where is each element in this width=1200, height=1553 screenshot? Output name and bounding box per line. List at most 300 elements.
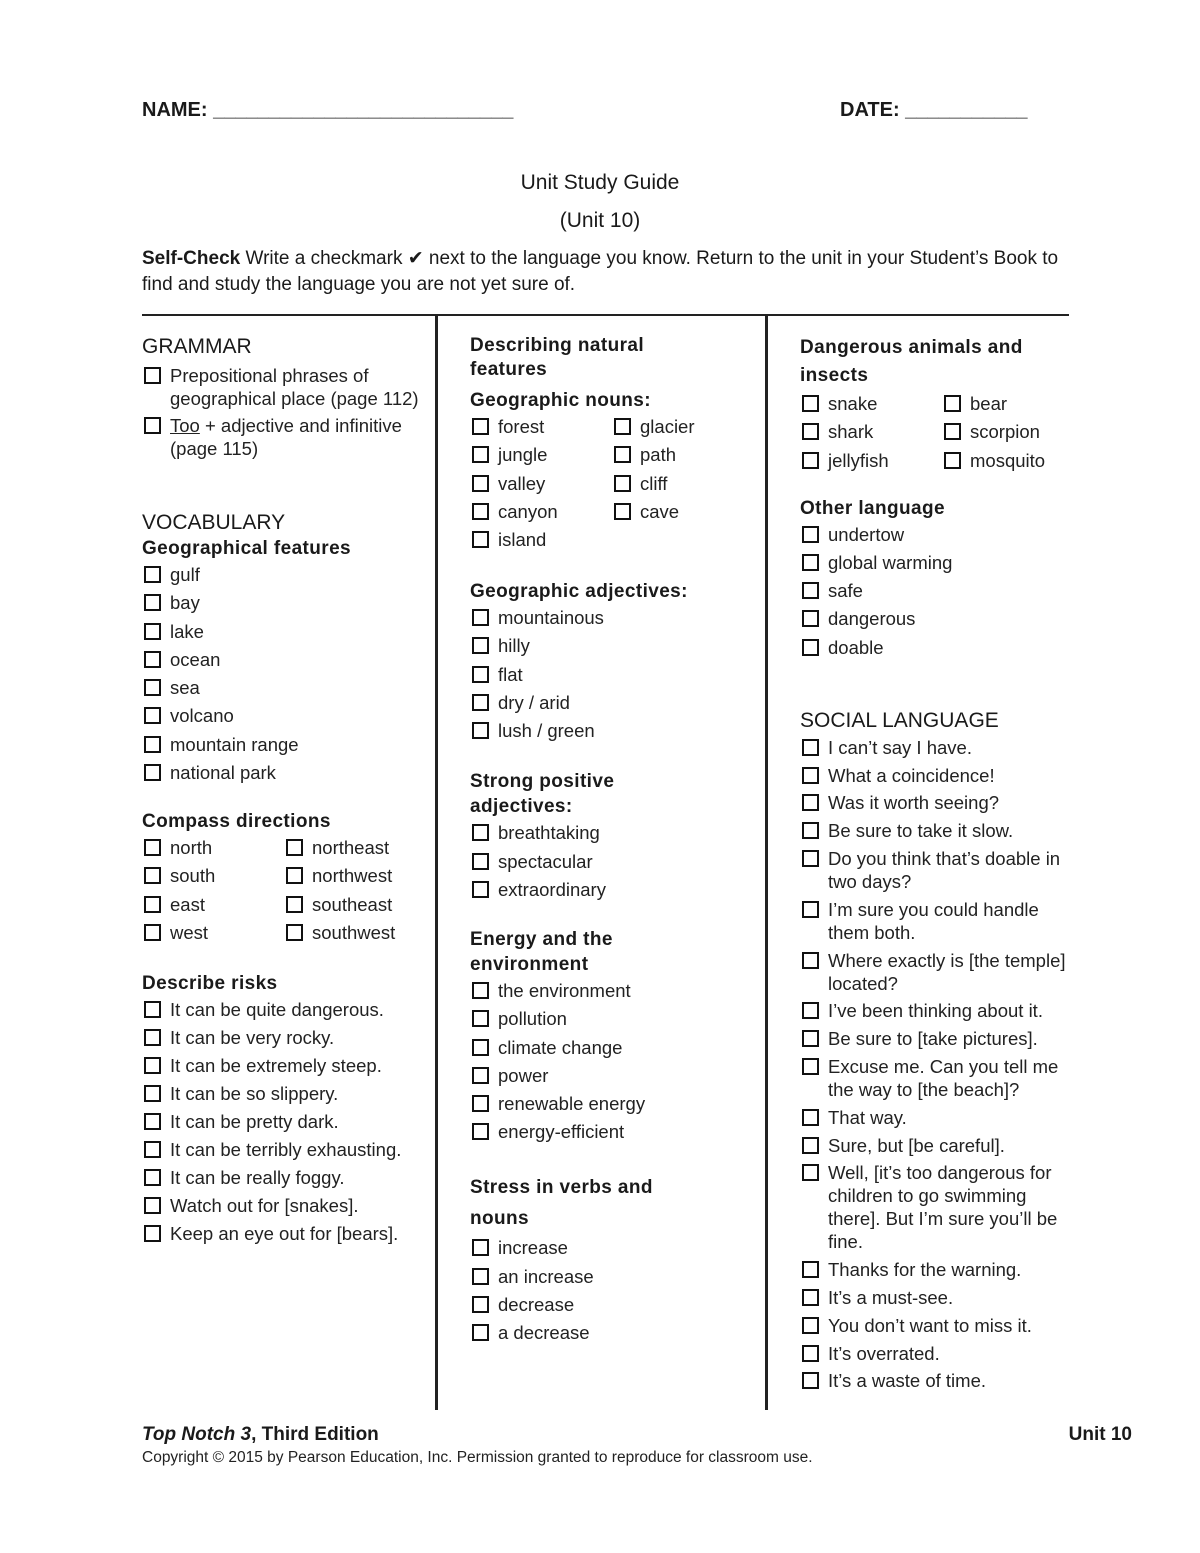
checklist-item[interactable] bbox=[142, 1222, 427, 1245]
checkbox-icon[interactable] bbox=[472, 1067, 489, 1084]
checkbox-icon[interactable] bbox=[144, 736, 161, 753]
item-label: Thanks for the warning. bbox=[828, 1259, 1022, 1281]
checklist-item[interactable] bbox=[470, 500, 612, 523]
checklist-item[interactable] bbox=[800, 1055, 1075, 1101]
checklist-item[interactable] bbox=[142, 733, 427, 756]
checklist-item[interactable] bbox=[800, 449, 942, 472]
item-label: Where exactly is [the temple] located? bbox=[828, 949, 1066, 994]
item-label: Keep an eye out for [bears]. bbox=[170, 1222, 399, 1244]
geographic-nouns-right bbox=[612, 415, 754, 551]
item-label: cliff bbox=[640, 472, 668, 494]
item-label: Be sure to [take pictures]. bbox=[828, 1028, 1038, 1050]
checkbox-icon[interactable] bbox=[802, 1345, 819, 1362]
checkbox-icon[interactable] bbox=[944, 452, 961, 469]
name-field-label: NAME: ___________________________ bbox=[142, 99, 514, 121]
checkbox-icon[interactable] bbox=[802, 395, 819, 412]
item-label: It’s a must-see. bbox=[828, 1286, 954, 1308]
item-label: spectacular bbox=[498, 850, 593, 872]
item-label: canyon bbox=[498, 500, 558, 522]
checklist-item[interactable] bbox=[470, 415, 612, 438]
checklist-item[interactable] bbox=[142, 676, 427, 699]
checkbox-icon[interactable] bbox=[144, 623, 161, 640]
checkbox-icon[interactable] bbox=[802, 901, 819, 918]
item-label: power bbox=[498, 1064, 549, 1086]
checklist-item[interactable] bbox=[142, 893, 284, 916]
checklist-item[interactable] bbox=[800, 999, 1075, 1022]
checklist-item[interactable] bbox=[142, 704, 427, 727]
checklist-item[interactable] bbox=[142, 864, 284, 887]
checkbox-icon[interactable] bbox=[144, 1225, 161, 1242]
checkbox-icon[interactable] bbox=[144, 1085, 161, 1102]
checklist-item[interactable] bbox=[470, 979, 760, 1002]
checklist-item[interactable] bbox=[470, 634, 760, 657]
footer-copyright: Copyright © 2015 by Pearson Education, Inc. Permission granted to reproduce for classroom use. bbox=[142, 1449, 813, 1466]
checklist-item[interactable] bbox=[800, 1286, 1075, 1309]
checklist-item[interactable] bbox=[284, 921, 426, 944]
item-label: Excuse me. Can you tell me the way to [the beach]? bbox=[828, 1055, 1059, 1100]
item-label: global warming bbox=[828, 551, 953, 573]
compass-directions-heading: Compass directions bbox=[142, 811, 331, 833]
checkbox-icon[interactable] bbox=[286, 896, 303, 913]
item-label: dry / arid bbox=[498, 692, 570, 714]
item-label: extraordinary bbox=[498, 878, 606, 900]
item-label: an increase bbox=[498, 1265, 594, 1287]
item-label: southwest bbox=[312, 921, 396, 943]
checklist-item[interactable] bbox=[142, 1026, 427, 1049]
geographic-nouns-grid bbox=[470, 415, 760, 551]
checklist-item[interactable] bbox=[800, 579, 1075, 602]
checklist-item[interactable] bbox=[800, 949, 1075, 995]
checklist-item[interactable] bbox=[800, 1258, 1075, 1281]
checklist-item[interactable] bbox=[142, 998, 427, 1021]
checkbox-icon[interactable] bbox=[144, 924, 161, 941]
item-label: It can be pretty dark. bbox=[170, 1110, 339, 1132]
checklist-item[interactable] bbox=[800, 847, 1075, 893]
checklist-item[interactable] bbox=[612, 500, 754, 523]
item-label: forest bbox=[498, 416, 545, 437]
item-label: south bbox=[170, 865, 216, 887]
checkbox-icon[interactable] bbox=[472, 475, 489, 492]
checklist-item[interactable] bbox=[612, 472, 754, 495]
item-label: bear bbox=[970, 393, 1008, 414]
stress-verbs-nouns-list bbox=[470, 1236, 760, 1344]
checkbox-icon[interactable] bbox=[144, 594, 161, 611]
checklist-item[interactable] bbox=[142, 414, 427, 460]
checkbox-icon[interactable] bbox=[802, 1109, 819, 1126]
checkbox-icon[interactable] bbox=[144, 1141, 161, 1158]
checklist-item[interactable] bbox=[800, 607, 1075, 630]
item-label: dangerous bbox=[828, 608, 916, 630]
column-animals-social bbox=[800, 334, 1075, 1392]
checkbox-icon[interactable] bbox=[472, 722, 489, 739]
item-label: cave bbox=[640, 500, 680, 522]
item-label: island bbox=[498, 529, 547, 551]
checklist-item[interactable] bbox=[800, 1161, 1075, 1253]
checklist-item[interactable] bbox=[800, 1342, 1075, 1365]
checklist-item[interactable] bbox=[800, 1027, 1075, 1050]
checklist-item[interactable] bbox=[470, 719, 760, 742]
checklist-item[interactable] bbox=[942, 392, 1072, 415]
checkbox-icon[interactable] bbox=[472, 637, 489, 654]
item-label: pollution bbox=[498, 1008, 567, 1030]
geographic-adjectives-heading: Geographic adjectives: bbox=[470, 581, 688, 603]
animals-grid bbox=[800, 392, 1075, 472]
checkbox-icon[interactable] bbox=[802, 739, 819, 756]
checklist-item[interactable] bbox=[142, 836, 284, 859]
checkbox-icon[interactable] bbox=[802, 582, 819, 599]
item-label: mountain range bbox=[170, 733, 299, 755]
checkbox-icon[interactable] bbox=[144, 417, 161, 434]
item-label: mosquito bbox=[970, 449, 1046, 471]
checkbox-icon[interactable] bbox=[802, 794, 819, 811]
item-label: gulf bbox=[170, 564, 200, 585]
date-field-label: DATE: ___________ bbox=[840, 99, 1028, 121]
book-title: Top Notch 3 bbox=[142, 1424, 252, 1445]
checklist-item[interactable] bbox=[800, 420, 942, 443]
checkbox-icon[interactable] bbox=[472, 1324, 489, 1341]
checkbox-icon[interactable] bbox=[472, 1010, 489, 1027]
item-label: climate change bbox=[498, 1036, 623, 1058]
item-label: It can be very rocky. bbox=[170, 1026, 335, 1048]
item-label: What a coincidence! bbox=[828, 764, 995, 786]
checklist-item[interactable] bbox=[800, 551, 1075, 574]
item-label: It can be so slippery. bbox=[170, 1082, 339, 1104]
self-check-text: Write a checkmark ✔ next to the language you know. Return to the unit in your Student’s Book to find and study the language you are not yet sure of. bbox=[142, 248, 1059, 295]
item-label: Prepositional phrases of geographical place (page 112) bbox=[170, 365, 419, 409]
checklist-item[interactable] bbox=[800, 1369, 1075, 1392]
checklist-item[interactable] bbox=[800, 764, 1075, 787]
checklist-item[interactable] bbox=[470, 606, 760, 629]
checkbox-icon[interactable] bbox=[802, 526, 819, 543]
checkbox-icon[interactable] bbox=[802, 639, 819, 656]
geographic-nouns-heading: Geographic nouns: bbox=[470, 390, 651, 411]
checklist-item[interactable] bbox=[142, 1138, 427, 1161]
checkbox-icon[interactable] bbox=[472, 1039, 489, 1056]
checkbox-icon[interactable] bbox=[472, 1095, 489, 1112]
item-label: lake bbox=[170, 620, 204, 642]
checkbox-icon[interactable] bbox=[472, 609, 489, 626]
checkbox-icon[interactable] bbox=[472, 1239, 489, 1256]
item-label: breathtaking bbox=[498, 822, 600, 844]
item-label: Well, [it’s too dangerous for children to go swimming there]. But I’m sure you’ll be fine. bbox=[828, 1162, 1058, 1253]
social-language-list bbox=[800, 736, 1075, 1393]
strong-adjectives-list bbox=[470, 821, 760, 901]
checklist-item[interactable] bbox=[142, 921, 284, 944]
item-label: bay bbox=[170, 592, 200, 614]
checklist-item[interactable] bbox=[470, 691, 760, 714]
checklist-item[interactable] bbox=[800, 898, 1075, 944]
checklist-item[interactable] bbox=[142, 1054, 427, 1077]
item-label: I’m sure you could handle them both. bbox=[828, 898, 1039, 943]
item-label: Watch out for [snakes]. bbox=[170, 1194, 359, 1216]
item-label: It can be really foggy. bbox=[170, 1166, 345, 1188]
checklist-item[interactable] bbox=[142, 364, 427, 410]
checklist-item[interactable] bbox=[942, 449, 1072, 472]
item-label: jellyfish bbox=[828, 449, 889, 471]
checklist-item[interactable] bbox=[470, 1064, 760, 1087]
checkbox-icon[interactable] bbox=[144, 707, 161, 724]
item-label: east bbox=[170, 893, 205, 915]
checkbox-icon[interactable] bbox=[802, 1030, 819, 1047]
footer-book-title bbox=[142, 1424, 379, 1446]
describe-risks-list bbox=[142, 998, 427, 1245]
item-label: mountainous bbox=[498, 607, 604, 629]
checkbox-icon[interactable] bbox=[144, 1057, 161, 1074]
item-label: scorpion bbox=[970, 421, 1040, 443]
checkbox-icon[interactable] bbox=[144, 1197, 161, 1214]
checkbox-icon[interactable] bbox=[144, 839, 161, 856]
checklist-item[interactable] bbox=[284, 893, 426, 916]
item-label: lush / green bbox=[498, 720, 595, 742]
too-word: Too bbox=[170, 415, 200, 436]
checklist-item[interactable] bbox=[800, 523, 1075, 546]
checklist-item[interactable] bbox=[470, 443, 612, 466]
checkbox-icon[interactable] bbox=[144, 367, 161, 384]
vocabulary-heading: VOCABULARY bbox=[142, 511, 286, 534]
checklist-item[interactable] bbox=[142, 620, 427, 643]
checkbox-icon[interactable] bbox=[286, 924, 303, 941]
checklist-item[interactable] bbox=[470, 1236, 760, 1259]
checklist-item[interactable] bbox=[142, 1194, 427, 1217]
checklist-item[interactable] bbox=[142, 648, 427, 671]
item-label: hilly bbox=[498, 635, 530, 657]
item-label: It’s a waste of time. bbox=[828, 1370, 986, 1392]
item-label: You don’t want to miss it. bbox=[828, 1314, 1032, 1336]
checklist-item[interactable] bbox=[470, 1265, 760, 1288]
checkbox-icon[interactable] bbox=[144, 1169, 161, 1186]
self-check-label: Self-Check bbox=[142, 248, 241, 269]
checklist-item[interactable] bbox=[800, 736, 1075, 759]
checkbox-icon[interactable] bbox=[472, 418, 489, 435]
checklist-item[interactable] bbox=[470, 1120, 760, 1143]
item-label: decrease bbox=[498, 1294, 575, 1316]
item-label-rest: + adjective and infinitive (page 115) bbox=[170, 415, 402, 459]
checklist-item[interactable] bbox=[284, 836, 426, 859]
checkbox-icon[interactable] bbox=[944, 423, 961, 440]
item-label: shark bbox=[828, 421, 874, 443]
checkbox-icon[interactable] bbox=[802, 1372, 819, 1389]
checkbox-icon[interactable] bbox=[472, 982, 489, 999]
strong-positive-adjectives-heading: Strong positive adjectives: bbox=[470, 771, 615, 818]
checkbox-icon[interactable] bbox=[144, 1029, 161, 1046]
checkbox-icon[interactable] bbox=[802, 1058, 819, 1075]
item-label: path bbox=[640, 444, 677, 466]
checklist-item[interactable] bbox=[470, 821, 760, 844]
column-grammar-vocabulary bbox=[142, 334, 427, 1245]
item-label: safe bbox=[828, 580, 863, 602]
item-label: That way. bbox=[828, 1106, 907, 1128]
energy-environment-heading: Energy and the environment bbox=[470, 928, 613, 975]
item-label: increase bbox=[498, 1237, 568, 1259]
checklist-item[interactable] bbox=[470, 663, 760, 686]
checkbox-icon[interactable] bbox=[802, 1289, 819, 1306]
checkbox-icon[interactable] bbox=[144, 764, 161, 781]
checkbox-icon[interactable] bbox=[144, 867, 161, 884]
checkbox-icon[interactable] bbox=[144, 566, 161, 583]
item-label: I can’t say I have. bbox=[828, 736, 972, 758]
dangerous-animals-heading: Dangerous animals and insects bbox=[800, 337, 1023, 386]
item-label: a decrease bbox=[498, 1322, 590, 1344]
item-label: It can be extremely steep. bbox=[170, 1054, 382, 1076]
checklist-item[interactable] bbox=[470, 850, 760, 873]
energy-environment-list bbox=[470, 979, 760, 1143]
item-label: Be sure to take it slow. bbox=[828, 820, 1014, 842]
checkbox-icon[interactable] bbox=[472, 446, 489, 463]
self-check-instructions bbox=[142, 246, 1062, 298]
checklist-item[interactable] bbox=[612, 415, 754, 438]
checkbox-icon[interactable] bbox=[802, 1002, 819, 1019]
item-label: Sure, but [be careful]. bbox=[828, 1134, 1005, 1156]
checkbox-icon[interactable] bbox=[472, 824, 489, 841]
checklist-item[interactable] bbox=[800, 636, 1075, 659]
stress-verbs-nouns-heading: Stress in verbs and nouns bbox=[470, 1177, 653, 1230]
item-label: doable bbox=[828, 636, 884, 658]
item-label: energy-efficient bbox=[498, 1121, 625, 1143]
page-title: Unit Study Guide bbox=[520, 171, 680, 194]
checkbox-icon[interactable] bbox=[802, 423, 819, 440]
checklist-item[interactable] bbox=[470, 1321, 760, 1344]
checkbox-icon[interactable] bbox=[472, 503, 489, 520]
geographical-features-heading: Geographical features bbox=[142, 538, 352, 559]
divider-horizontal bbox=[142, 314, 1069, 316]
item-label: I’ve been thinking about it. bbox=[828, 1000, 1043, 1022]
checkbox-icon[interactable] bbox=[472, 694, 489, 711]
checkbox-icon[interactable] bbox=[472, 1296, 489, 1313]
checklist-item[interactable] bbox=[470, 1007, 760, 1030]
checklist-item[interactable] bbox=[470, 472, 612, 495]
item-label: southeast bbox=[312, 893, 393, 915]
divider-column-2 bbox=[765, 316, 768, 1410]
checklist-item[interactable] bbox=[800, 1134, 1075, 1157]
item-label: jungle bbox=[498, 444, 548, 466]
checkbox-icon[interactable] bbox=[614, 418, 631, 435]
checkbox-icon[interactable] bbox=[286, 867, 303, 884]
checklist-item[interactable] bbox=[470, 878, 760, 901]
item-label: northeast bbox=[312, 837, 390, 859]
item-label: Was it worth seeing? bbox=[828, 792, 1000, 814]
checkbox-icon[interactable] bbox=[614, 503, 631, 520]
item-label: ocean bbox=[170, 648, 221, 670]
checklist-item[interactable] bbox=[142, 1082, 427, 1105]
checkbox-icon[interactable] bbox=[944, 395, 961, 412]
item-label: renewable energy bbox=[498, 1093, 646, 1115]
checklist-item[interactable] bbox=[470, 1036, 760, 1059]
checkbox-icon[interactable] bbox=[144, 651, 161, 668]
checkbox-icon[interactable] bbox=[614, 475, 631, 492]
describing-natural-features-heading: Describing natural features bbox=[470, 335, 645, 380]
other-language-heading: Other language bbox=[800, 497, 945, 519]
checkbox-icon[interactable] bbox=[286, 839, 303, 856]
geographic-nouns-left bbox=[470, 415, 612, 551]
item-label: valley bbox=[498, 472, 546, 494]
animals-list-left bbox=[800, 392, 942, 472]
checkbox-icon[interactable] bbox=[802, 1137, 819, 1154]
checklist-item[interactable] bbox=[800, 1314, 1075, 1337]
checklist-item[interactable] bbox=[800, 791, 1075, 814]
checkbox-icon[interactable] bbox=[802, 1164, 819, 1181]
animals-list-right bbox=[942, 392, 1072, 472]
checkbox-icon[interactable] bbox=[472, 531, 489, 548]
compass-list-left bbox=[142, 836, 284, 944]
checkbox-icon[interactable] bbox=[144, 896, 161, 913]
checklist-item[interactable] bbox=[470, 528, 612, 551]
checkbox-icon[interactable] bbox=[802, 952, 819, 969]
checklist-item[interactable] bbox=[612, 443, 754, 466]
page-subtitle: (Unit 10) bbox=[559, 209, 641, 232]
checklist-item[interactable] bbox=[800, 392, 942, 415]
checkbox-icon[interactable] bbox=[472, 1268, 489, 1285]
checkbox-icon[interactable] bbox=[472, 666, 489, 683]
checklist-item[interactable] bbox=[470, 1293, 760, 1316]
checkbox-icon[interactable] bbox=[472, 853, 489, 870]
checklist-item[interactable] bbox=[142, 761, 427, 784]
item-label: undertow bbox=[828, 523, 905, 545]
footer-unit: Unit 10 bbox=[1068, 1424, 1132, 1445]
item-label: north bbox=[170, 837, 213, 859]
checkbox-icon[interactable] bbox=[614, 446, 631, 463]
checkbox-icon[interactable] bbox=[144, 679, 161, 696]
item-label: sea bbox=[170, 677, 200, 699]
checklist-item[interactable] bbox=[142, 563, 427, 586]
checkbox-icon[interactable] bbox=[802, 554, 819, 571]
geographical-features-list bbox=[142, 563, 427, 784]
checkbox-icon[interactable] bbox=[144, 1001, 161, 1018]
checklist-item[interactable] bbox=[142, 1110, 427, 1133]
checklist-item[interactable] bbox=[470, 1092, 760, 1115]
item-label: northwest bbox=[312, 865, 393, 887]
item-label: glacier bbox=[640, 416, 695, 437]
checkbox-icon[interactable] bbox=[802, 850, 819, 867]
checkbox-icon[interactable] bbox=[802, 1261, 819, 1278]
item-label: the environment bbox=[498, 979, 631, 1001]
checklist-item[interactable] bbox=[142, 591, 427, 614]
item-label bbox=[170, 414, 427, 460]
checkbox-icon[interactable] bbox=[802, 610, 819, 627]
checkbox-icon[interactable] bbox=[144, 1113, 161, 1130]
item-label: volcano bbox=[170, 705, 234, 727]
checkbox-icon[interactable] bbox=[472, 881, 489, 898]
grammar-heading: GRAMMAR bbox=[142, 335, 252, 358]
checkbox-icon[interactable] bbox=[472, 1123, 489, 1140]
compass-directions-grid bbox=[142, 836, 427, 944]
other-language-list bbox=[800, 523, 1075, 659]
item-label: Do you think that’s doable in two days? bbox=[828, 847, 1061, 892]
item-label: west bbox=[170, 921, 209, 943]
checklist-item[interactable] bbox=[800, 1106, 1075, 1129]
checkbox-icon[interactable] bbox=[802, 767, 819, 784]
item-label: It can be quite dangerous. bbox=[170, 998, 384, 1020]
checklist-item[interactable] bbox=[942, 420, 1072, 443]
geographic-adjectives-list bbox=[470, 606, 760, 742]
checkbox-icon[interactable] bbox=[802, 452, 819, 469]
divider-column-1 bbox=[435, 316, 438, 1410]
checkbox-icon[interactable] bbox=[802, 822, 819, 839]
describe-risks-heading: Describe risks bbox=[142, 972, 278, 994]
column-natural-features bbox=[470, 334, 760, 1344]
social-language-heading: SOCIAL LANGUAGE bbox=[800, 708, 999, 732]
checkbox-icon[interactable] bbox=[802, 1317, 819, 1334]
checklist-item[interactable] bbox=[142, 1166, 427, 1189]
item-label: flat bbox=[498, 663, 523, 685]
item-label: snake bbox=[828, 393, 878, 414]
item-label: It’s overrated. bbox=[828, 1342, 940, 1364]
item-label: It can be terribly exhausting. bbox=[170, 1138, 402, 1160]
checklist-item[interactable] bbox=[284, 864, 426, 887]
item-label: national park bbox=[170, 762, 276, 784]
compass-list-right bbox=[284, 836, 426, 944]
book-edition: , Third Edition bbox=[251, 1424, 379, 1445]
checklist-item[interactable] bbox=[800, 819, 1075, 842]
